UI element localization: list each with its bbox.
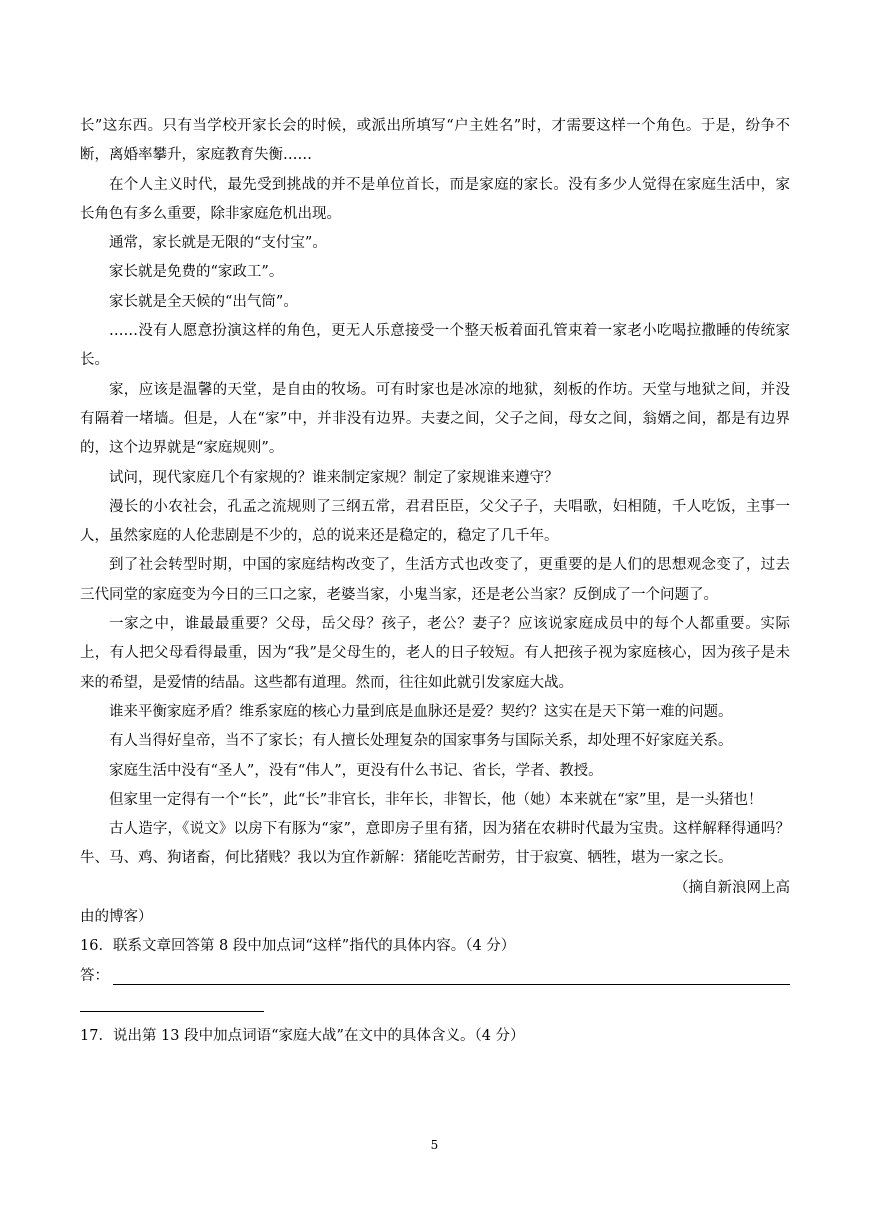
paragraph-10: 到了社会转型时期，中国的家庭结构改变了，生活方式也改变了，更重要的是人们的思想观念变了，过去三代同堂的家庭变为今日的三口之家，老婆当家，小鬼当家，还是老公当家？反倒成了一个问题了。 (80, 557, 790, 603)
paragraph-3: 通常，家长就是无限的“支付宝”。 (109, 235, 327, 252)
source-attribution: （摘自新浪网上高 (674, 879, 790, 896)
paragraph-15: 但家里一定得有一个“长”，此“长”非官长，非年长，非智长，他（她）本来就在“家”里，是一头猪也！ (109, 791, 763, 808)
answer-line-continued[interactable] (80, 991, 264, 1012)
paragraph-6: ……没有人愿意扮演这样的角色，更无人乐意接受一个整天板着面孔管束着一家老小吃喝拉撒睡的传统家长。 (80, 323, 790, 369)
answer-label: 答： (80, 967, 109, 984)
document-body (80, 112, 790, 1051)
answer-line[interactable] (113, 962, 790, 985)
question-16: 16．联系文章回答第 8 段中加点词“这样”指代的具体内容。（4 分） (80, 938, 516, 955)
page-number: 5 (430, 1138, 439, 1152)
paragraph-11: 一家之中，谁最最重要？父母，岳父母？孩子，老公？妻子？应该说家庭成员中的每个人都重要。实际上，有人把父母看得最重，因为“我”是父母生的，老人的日子较短。有人把孩子视为家庭核心，因为孩子是未来的希望，是爱情的结晶。这些都有道理。然而，往往如此就引发家庭大战。 (80, 616, 790, 691)
paragraph-14: 家庭生活中没有“圣人”，没有“伟人”，更没有什么书记、省长，学者、教授。 (109, 762, 603, 779)
paragraph-8: 试问，现代家庭几个有家规的？谁来制定家规？制定了家规谁来遵守？ (109, 469, 559, 486)
paragraph-16: 古人造字，《说文》以房下有豚为“家”，意即房子里有猪，因为猪在农耕时代最为宝贵。这样解释得通吗？牛、马、鸡、狗诸畜，何比猪贱？我以为宜作新解：猪能吃苦耐劳，甘于寂寞、牺牲，堪为一家之长。 (80, 821, 790, 867)
paragraph-2: 在个人主义时代，最先受到挑战的并不是单位首长，而是家庭的家长。没有多少人觉得在家庭生活中，家长角色有多么重要，除非家庭危机出现。 (80, 176, 790, 222)
paragraph-4: 家长就是免费的“家政工”。 (109, 264, 284, 281)
question-17: 17．说出第 13 段中加点词语“家庭大战”在文中的具体含义。（4 分） (80, 1027, 525, 1044)
paragraph-7: 家，应该是温馨的天堂，是自由的牧场。可有时家也是冰凉的地狱，刻板的作坊。天堂与地狱之间，并没有隔着一堵墙。但是，人在“家”中，并非没有边界。夫妻之间，父子之间，母女之间，翁婿之间，都是有边界的，这个边界就是“家庭规则”。 (80, 381, 790, 457)
paragraph-12: 谁来平衡家庭矛盾？维系家庭的核心力量到底是血脉还是爱？契约？这实在是天下第一难的问题。 (109, 703, 733, 720)
paragraph-13: 有人当得好皇帝，当不了家长；有人擅长处理复杂的国家事务与国际关系，却处理不好家庭关系。 (109, 733, 733, 750)
paragraph-9: 漫长的小农社会，孔孟之流规则了三纲五常，君君臣臣，父父子子，夫唱歌，妇相随，千人吃饭，主事一人，虽然家庭的人伦悲剧是不少的，总的说来还是稳定的，稳定了几千年。 (80, 498, 790, 545)
paragraph-5: 家长就是全天候的“出气筒”。 (109, 293, 298, 310)
answer-row-16 (80, 962, 790, 991)
paragraph-1: 长”这东西。只有当学校开家长会的时候，或派出所填写“户主姓名”时，才需要这样一个角色。于是，纷争不断，离婚率攀升，家庭教育失衡…… (80, 118, 790, 164)
source-attribution-continued: 由的博客） (80, 909, 153, 926)
